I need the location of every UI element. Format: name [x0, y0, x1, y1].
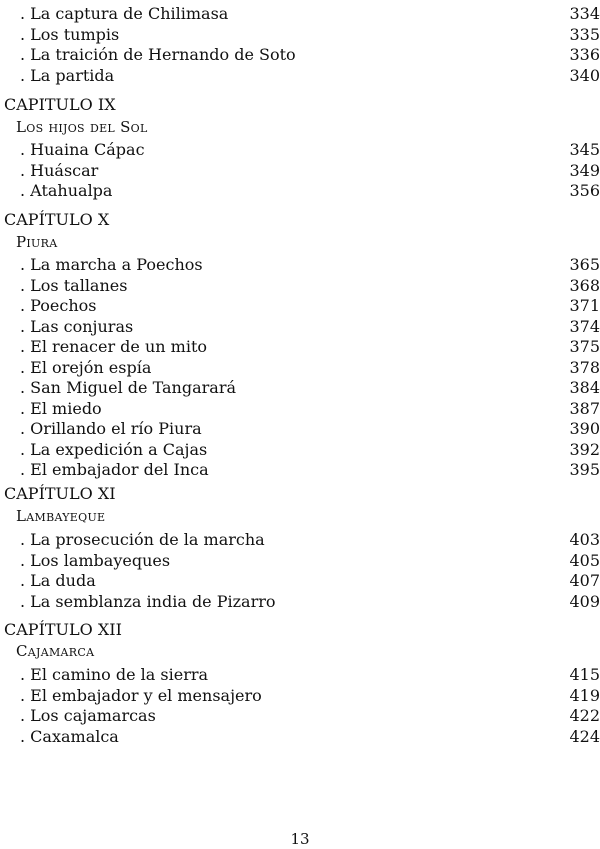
chapter-subtitle: Los hijos del Sol — [16, 118, 148, 136]
toc-entry-title: . Orillando el río Piura — [20, 419, 202, 438]
toc-entry — [20, 45, 600, 66]
toc-entry — [20, 4, 600, 25]
chapter-entries — [20, 255, 600, 481]
chapter-heading: CAPÍTULO XI — [4, 484, 116, 503]
chapter-heading: CAPÍTULO X — [4, 210, 110, 229]
toc-entry — [20, 140, 600, 161]
toc-entry-page: 387 — [569, 398, 600, 418]
chapter-entries — [20, 140, 600, 202]
chapter-subtitle: Piura — [16, 233, 58, 251]
toc-entry — [20, 686, 600, 707]
toc-entry — [20, 727, 600, 748]
toc-entry — [20, 317, 600, 338]
toc-entry-title: . El embajador y el mensajero — [20, 685, 262, 705]
toc-entry-title: . La traición de Hernando de Soto — [20, 45, 296, 64]
toc-entry-title: . Caxamalca — [20, 726, 119, 746]
toc-entry-page: 345 — [569, 140, 600, 159]
toc-entry — [20, 419, 600, 440]
toc-entry-page: 334 — [569, 4, 600, 23]
toc-entry-page: 384 — [569, 378, 600, 397]
toc-entry — [20, 358, 600, 379]
toc-entry — [20, 571, 600, 592]
toc-entry-page: 419 — [569, 685, 600, 705]
toc-entry-page: 424 — [569, 726, 600, 746]
toc-entry-page: 356 — [569, 181, 600, 200]
toc-entry-page: 371 — [569, 296, 600, 315]
toc-entry-page: 374 — [569, 316, 600, 336]
toc-entry-title: . Las conjuras — [20, 316, 134, 336]
page-number: 13 — [290, 830, 310, 848]
chapter-entries — [20, 530, 600, 612]
toc-entry-title: . La duda — [20, 571, 96, 590]
toc-entry — [20, 530, 600, 551]
toc-entry-title: . El orejón espía — [20, 357, 152, 377]
toc-entry — [20, 378, 600, 399]
toc-entry — [20, 440, 600, 461]
toc-entry-title: . Los tallanes — [20, 275, 128, 295]
toc-entry-page: 378 — [569, 357, 600, 377]
toc-entry-page: 409 — [569, 591, 600, 611]
toc-entry-page: 336 — [569, 45, 600, 64]
toc-entry-title: . La marcha a Poechos — [20, 255, 203, 274]
toc-entry — [20, 337, 600, 358]
toc-entry-title: . El renacer de un mito — [20, 337, 208, 356]
toc-entry-page: 407 — [569, 571, 600, 590]
toc-entries-continued — [20, 4, 600, 86]
chapter-heading: CAPITULO IX — [4, 95, 116, 114]
toc-entry — [20, 66, 600, 87]
toc-entry-title: . El camino de la sierra — [20, 665, 209, 684]
toc-entry-title: . Huáscar — [20, 160, 99, 180]
toc-entry-title: . San Miguel de Tangarará — [20, 378, 237, 397]
toc-entry — [20, 706, 600, 727]
toc-entry — [20, 592, 600, 613]
chapter-subtitle: Cajamarca — [16, 642, 95, 660]
toc-entry — [20, 399, 600, 420]
chapter-heading: CAPÍTULO XII — [4, 620, 122, 639]
toc-entry-title: . Atahualpa — [20, 181, 113, 200]
toc-entry-page: 340 — [569, 65, 600, 85]
toc-entry-page: 392 — [569, 439, 600, 459]
toc-entry-page: 403 — [569, 530, 600, 549]
chapter-subtitle: Lambayeque — [16, 507, 106, 525]
toc-entry-page: 365 — [569, 255, 600, 274]
toc-entry-title: . El miedo — [20, 398, 102, 418]
toc-entry — [20, 161, 600, 182]
chapter-entries — [20, 665, 600, 747]
toc-entry-page: 390 — [569, 419, 600, 438]
toc-entry-title: . La partida — [20, 65, 115, 85]
toc-entry-page: 375 — [569, 337, 600, 356]
toc-entry-title: . La semblanza india de Pizarro — [20, 591, 276, 611]
toc-entry-title: . La prosecución de la marcha — [20, 530, 265, 549]
toc-entry-page: 349 — [569, 160, 600, 180]
toc-entry — [20, 296, 600, 317]
toc-entry-title: . Los cajamarcas — [20, 706, 156, 725]
toc-entry-title: . Poechos — [20, 296, 97, 315]
toc-entry-title: . Los tumpis — [20, 24, 120, 44]
toc-entry-page: 335 — [569, 24, 600, 44]
toc-entry-title: . Los lambayeques — [20, 550, 171, 570]
toc-entry — [20, 665, 600, 686]
toc-entry-title: . Huaina Cápac — [20, 140, 145, 159]
toc-entry-title: . La captura de Chilimasa — [20, 4, 229, 23]
toc-entry — [20, 551, 600, 572]
toc-entry-page: 395 — [569, 460, 600, 479]
toc-entry — [20, 276, 600, 297]
toc-entry-title: . La expedición a Cajas — [20, 439, 208, 459]
toc-entry — [20, 255, 600, 276]
toc-entry-page: 368 — [569, 275, 600, 295]
toc-entry-page: 405 — [569, 550, 600, 570]
toc-entry-page: 415 — [569, 665, 600, 684]
toc-entry — [20, 181, 600, 202]
toc-entry-page: 422 — [569, 706, 600, 725]
toc-entry-title: . El embajador del Inca — [20, 460, 209, 479]
toc-entry — [20, 25, 600, 46]
toc-entry — [20, 460, 600, 481]
